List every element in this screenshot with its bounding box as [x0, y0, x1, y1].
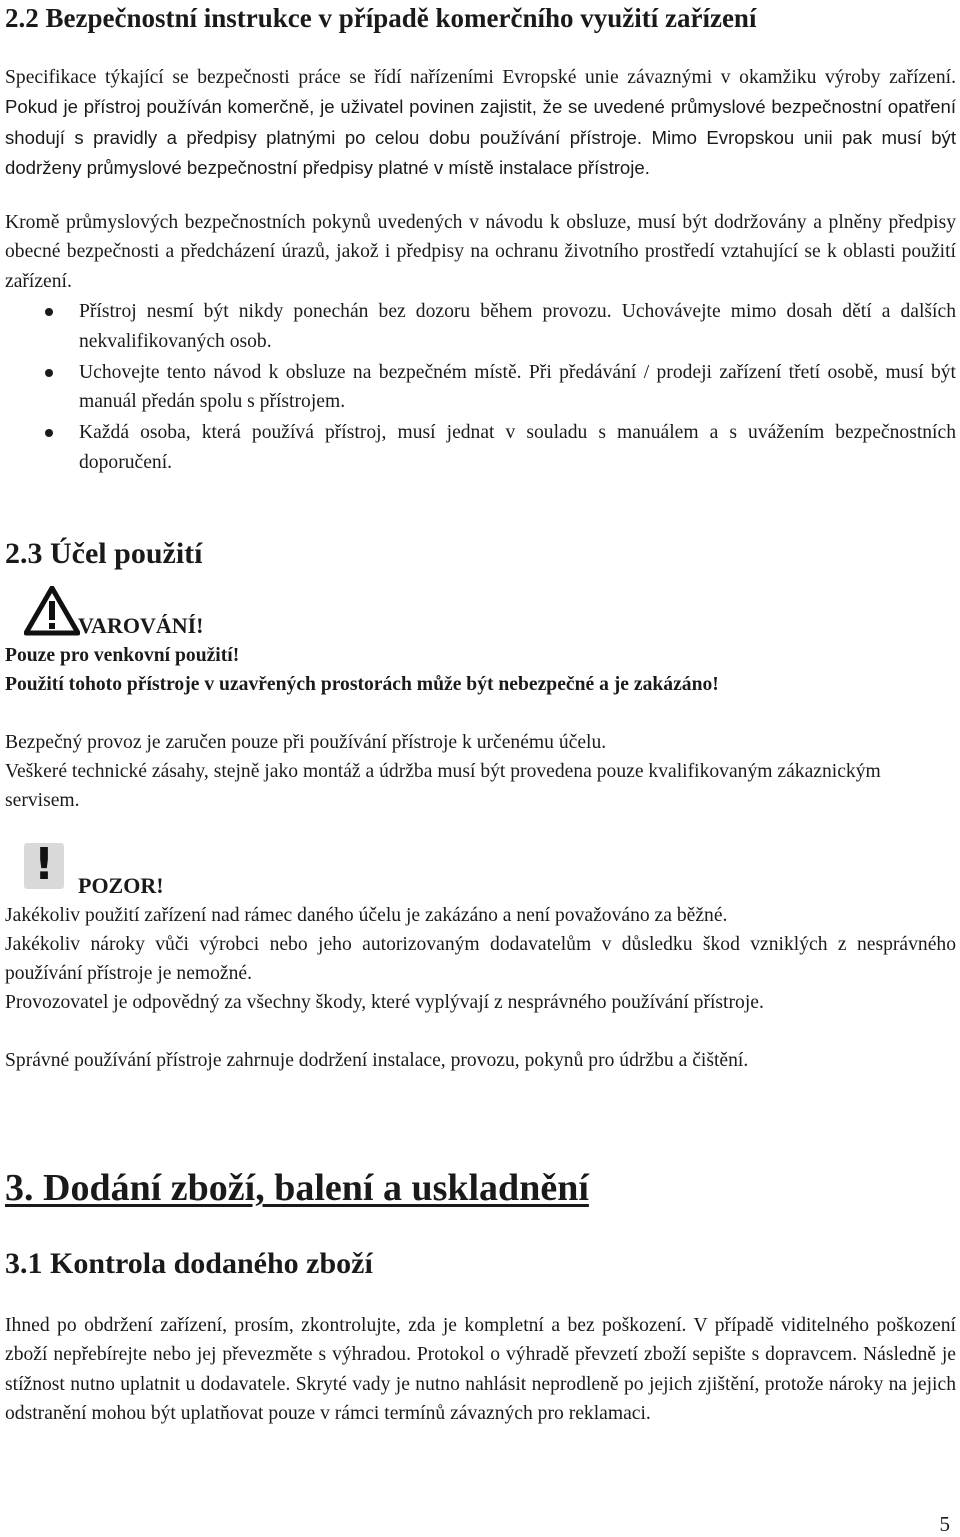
warning-label: VAROVÁNÍ!	[78, 613, 204, 638]
paragraph-safety-instructions: Kromě průmyslových bezpečnostních pokynů uvedených v návodu k obsluze, musí být dodržovány a plněny předpisy obecné bezpečnosti a předcházení úrazů, jakož i předpisy na ochranu životního prostředí vztahující se k oblasti použití zařízení.	[5, 212, 956, 292]
paragraph-misuse: Jakékoliv použití zařízení nad rámec daného účelu je zakázáno a není považováno za běžné.	[5, 905, 728, 926]
caution-label: POZOR!	[78, 873, 164, 898]
section-heading-2-3: 2.3 Účel použití	[5, 537, 203, 570]
page-number: 5	[939, 1512, 950, 1536]
bullet-icon	[45, 369, 53, 377]
paragraph-claims: Jakékoliv nároky vůči výrobci nebo jeho autorizovaným dodavatelům v důsledku škod vzniklých z nesprávného používání přístroje je nemožné.	[5, 934, 956, 985]
paragraph-safe-operation: Bezpečný provoz je zaručen pouze při používání přístroje k určenému účelu.	[5, 732, 607, 753]
list-item: Přístroj nesmí být nikdy ponechán bez dozoru během provozu. Uchovávejte mimo dosah dětí a dalších nekvalifikovaných osob.	[5, 297, 956, 357]
paragraph-commercial-use-part-b: Pokud je přístroj používán komerčně, je uživatel povinen zajistit, že se uvedené průmyslové bezpečnostní opatření shodují s pravidly a předpisy platnými po celou dobu používání přístroje.	[5, 96, 956, 148]
paragraph-commercial-use	[5, 62, 956, 183]
bullet-icon	[45, 308, 53, 316]
paragraph-correct-use: Správné používání přístroje zahrnuje dodržení instalace, provozu, pokynů pro údržbu a čištění.	[5, 1050, 749, 1071]
list-item: Uchovejte tento návod k obsluze na bezpečném místě. Při předávání / prodeji zařízení třetí osobě, musí být manuál předán spolu s přístrojem.	[5, 358, 956, 418]
list-item: Každá osoba, která používá přístroj, musí jednat v souladu s manuálem a s uvážením bezpečnostních doporučení.	[5, 418, 956, 478]
paragraph-technical-service: Veškeré technické zásahy, stejně jako montáž a údržba musí být provedena pouze kvalifikovaným zákaznickým servisem.	[5, 761, 881, 812]
paragraph-commercial-use-part-a: Specifikace týkající se bezpečnosti práce se řídí nařízeními Evropské unie závaznými v okamžiku výroby zařízení.	[5, 67, 956, 88]
safety-bullet-list	[5, 297, 956, 479]
exclamation-icon: !	[24, 843, 64, 889]
warning-triangle-icon	[24, 586, 80, 636]
section-heading-2-2: 2.2 Bezpečnostní instrukce v případě komerčního využití zařízení	[5, 3, 757, 33]
section-heading-3: 3. Dodání zboží, balení a uskladnění	[5, 1167, 589, 1209]
paragraph-commercial-use-part-c: Mimo Evropskou unii pak musí být dodrženy průmyslové bezpečnostní předpisy platné v místě instalace přístroje.	[5, 126, 956, 178]
bullet-icon	[45, 429, 53, 437]
warning-indoor-prohibited: Použití tohoto přístroje v uzavřených prostorách může být nebezpečné a je zakázáno!	[5, 674, 719, 695]
paragraph-delivery-check: Ihned po obdržení zařízení, prosím, zkontrolujte, zda je kompletní a bez poškození. V případě viditelného poškození zboží nepřebírejte nebo jej převezměte s výhradou. Protokol o výhradě převzetí zboží sepište s dopravcem. Následně je stížnost nutno uplatnit u dodavatele. Skryté vady je nutno nahlásit neprodleně po jejich zjištění, protože nároky na jejich odstranění mohou být uplatňovat pouze v rámci termínů závazných pro reklamaci.	[5, 1315, 956, 1424]
section-heading-3-1: 3.1 Kontrola dodaného zboží	[5, 1247, 373, 1280]
warning-outdoor-only: Pouze pro venkovní použití!	[5, 645, 240, 666]
paragraph-operator-liability: Provozovatel je odpovědný za všechny škody, které vyplývají z nesprávného používání přístroje.	[5, 992, 764, 1013]
